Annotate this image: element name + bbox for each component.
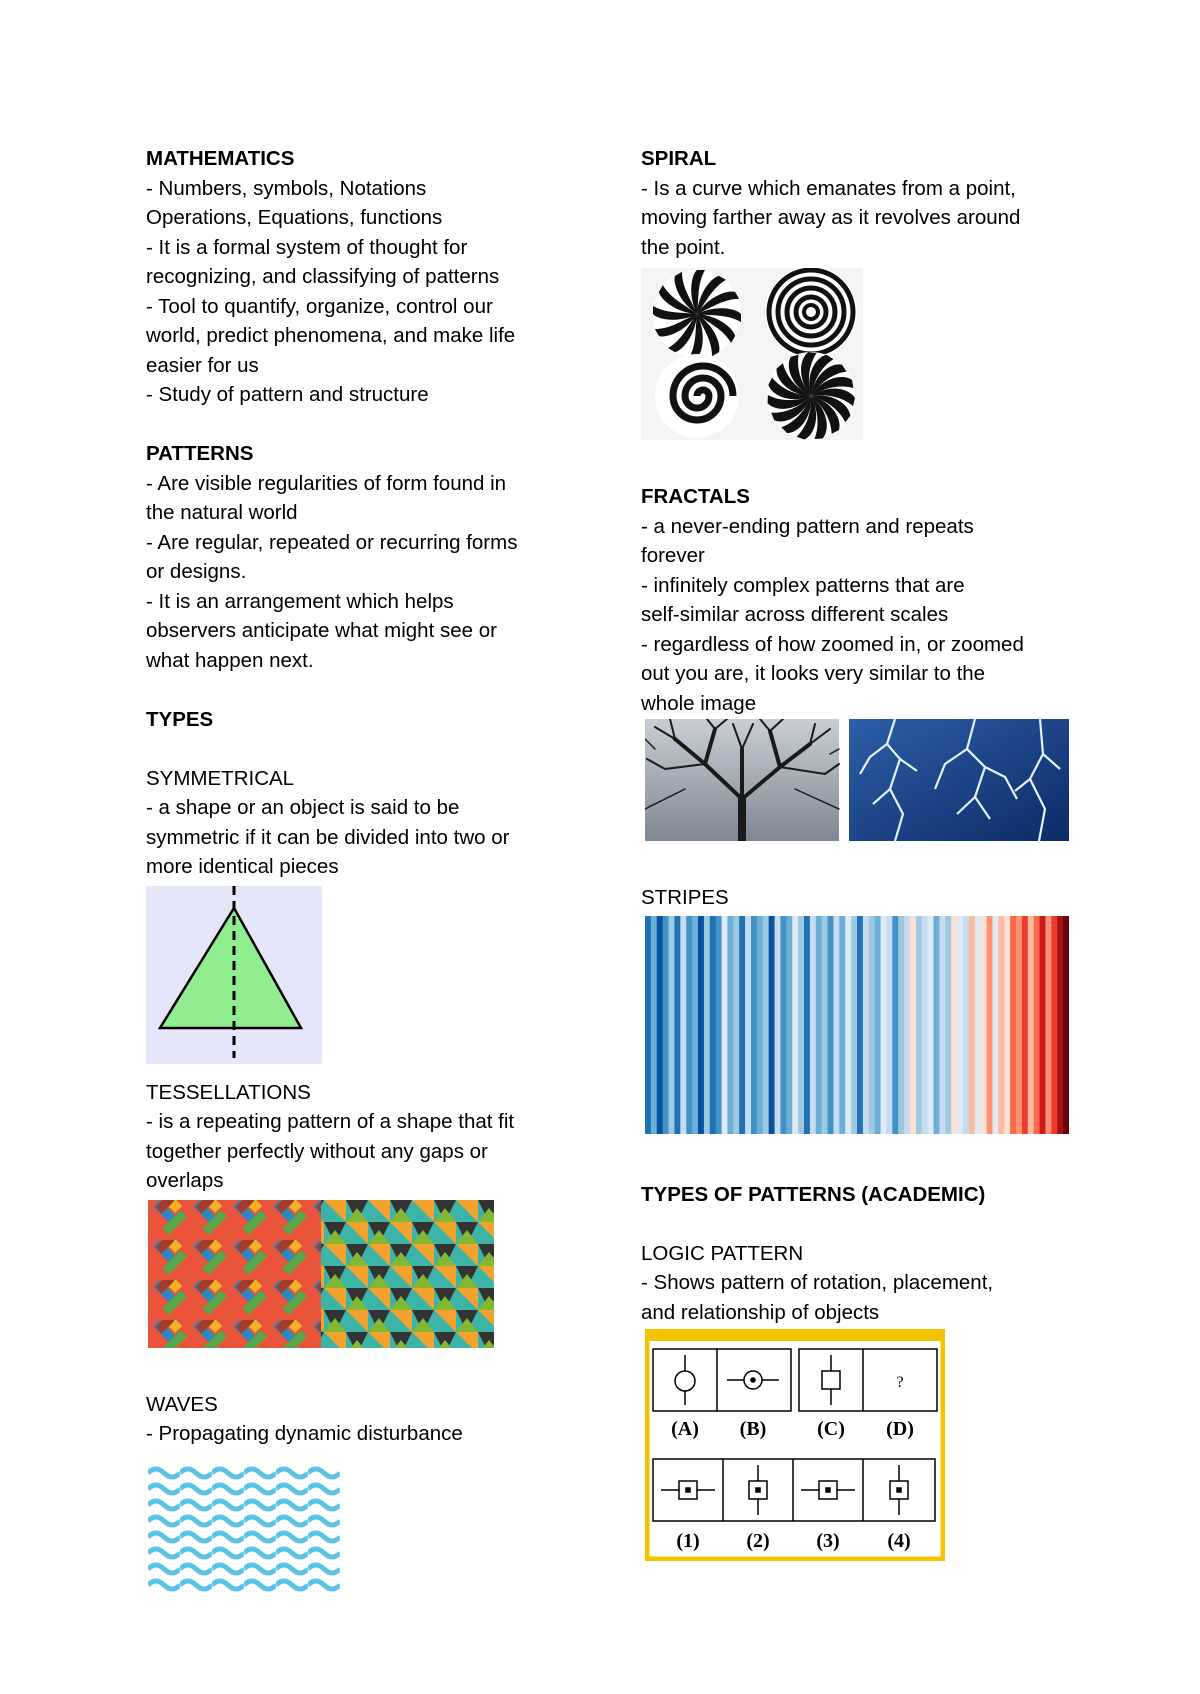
spiral-image (641, 268, 863, 440)
stripe (992, 916, 998, 1134)
symmetrical-line-1: - a shape or an object is said to be (146, 796, 460, 819)
stripe (680, 916, 686, 1134)
tessellations-line-1: - is a repeating pattern of a shape that fit (146, 1110, 515, 1133)
stripe (1051, 916, 1057, 1134)
stripe (1010, 916, 1016, 1134)
stripe (804, 916, 810, 1134)
fractals-line-6: out you are, it looks very similar to the (641, 662, 986, 685)
stripe (863, 916, 869, 1134)
stripe (674, 916, 680, 1134)
tessellations-title: TESSELLATIONS (146, 1080, 311, 1104)
math-line-2: Operations, Equations, functions (146, 206, 443, 229)
academic-heading: TYPES OF PATTERNS (ACADEMIC) (641, 1182, 986, 1206)
stripe (1045, 916, 1051, 1134)
stripe (716, 916, 722, 1134)
stripe (922, 916, 928, 1134)
logic-pattern-image (645, 1329, 945, 1561)
stripe (1040, 916, 1046, 1134)
stripe (722, 916, 728, 1134)
stripe (757, 916, 763, 1134)
stripe (704, 916, 710, 1134)
fractal-tree-lightning-image (645, 719, 1069, 841)
stripe (869, 916, 875, 1134)
logic-line-2: and relationship of objects (641, 1300, 880, 1324)
stripe (886, 916, 892, 1134)
fractals-line-3: - infinitely complex patterns that are (641, 573, 965, 597)
stripe (987, 916, 993, 1134)
stripe (751, 916, 757, 1134)
math-line-1: - Numbers, symbols, Notations (146, 176, 427, 200)
stripe (916, 916, 922, 1134)
stripe (769, 916, 775, 1134)
stripe (1004, 916, 1010, 1134)
left-column (146, 144, 566, 1593)
stripe (969, 916, 975, 1134)
patterns-line-4: or designs. (146, 560, 247, 583)
stripe (798, 916, 804, 1134)
stripe (657, 916, 663, 1134)
label-2: (2) (746, 1530, 770, 1552)
stripe (898, 916, 904, 1134)
tessellation-image (148, 1200, 494, 1348)
stripe (957, 916, 963, 1134)
stripe (881, 916, 887, 1134)
stripe (1022, 916, 1028, 1134)
stripe (981, 916, 987, 1134)
stripe (839, 916, 845, 1134)
label-4: (4) (887, 1530, 911, 1552)
fractals-line-1: - a never-ending pattern and repeats (641, 514, 974, 538)
math-line-5: - Tool to quantify, organize, control our (146, 294, 493, 318)
label-B: (B) (739, 1418, 767, 1440)
stripe (710, 916, 716, 1134)
stripe (739, 916, 745, 1134)
patterns-line-5: - It is an arrangement which helps (146, 589, 454, 613)
stripes-title: STRIPES (641, 886, 729, 909)
question-mark: ? (896, 1374, 904, 1391)
tessellations-line-2: together perfectly without any gaps or (146, 1139, 488, 1163)
stripe (1028, 916, 1034, 1134)
stripe (998, 916, 1004, 1134)
fractals-heading: FRACTALS (641, 485, 750, 508)
patterns-line-6: observers anticipate what might see or (146, 619, 497, 642)
stripe (745, 916, 751, 1134)
stripe (792, 916, 798, 1134)
patterns-line-3: - Are regular, repeated or recurring forms (146, 530, 518, 554)
stripe (963, 916, 969, 1134)
stripe (669, 916, 675, 1134)
waves-image (148, 1465, 340, 1593)
stripe (780, 916, 786, 1134)
stripe (845, 916, 851, 1134)
fractals-line-5: - regardless of how zoomed in, or zoomed (641, 632, 1024, 656)
stripe (727, 916, 733, 1134)
math-line-6: world, predict phenomena, and make life (146, 324, 516, 347)
stripe (1063, 916, 1069, 1134)
math-line-8: - Study of pattern and structure (146, 383, 429, 406)
label-A: (A) (671, 1418, 699, 1440)
stripe (939, 916, 945, 1134)
stripe (816, 916, 822, 1134)
tessellations-line-3: overlaps (146, 1169, 224, 1192)
waves-title: WAVES (146, 1392, 218, 1416)
stripe (857, 916, 863, 1134)
math-line-4: recognizing, and classifying of patterns (146, 265, 500, 288)
stripe (975, 916, 981, 1134)
logic-line-1: - Shows pattern of rotation, placement, (641, 1271, 994, 1294)
mathematics-heading: MATHEMATICS (146, 147, 295, 170)
stripe (686, 916, 692, 1134)
spiral-line-2: moving farther away as it revolves around (641, 206, 1021, 229)
right-column (641, 144, 1071, 1561)
stripe (951, 916, 957, 1134)
stripe (1034, 916, 1040, 1134)
stripe (698, 916, 704, 1134)
symmetrical-title: SYMMETRICAL (146, 766, 295, 790)
symmetrical-line-3: more identical pieces (146, 855, 339, 878)
stripe (875, 916, 881, 1134)
stripe (928, 916, 934, 1134)
stripe (692, 916, 698, 1134)
patterns-line-1: - Are visible regularities of form found in (146, 471, 507, 495)
stripe (786, 916, 792, 1134)
stripe (1057, 916, 1063, 1134)
label-3: (3) (816, 1530, 840, 1552)
stripe (810, 916, 816, 1134)
label-C: (C) (817, 1418, 845, 1440)
waves-line-1: - Propagating dynamic disturbance (146, 1422, 463, 1445)
spiral-line-1: - Is a curve which emanates from a point, (641, 176, 1016, 200)
warming-stripes-image (645, 916, 1069, 1134)
math-line-7: easier for us (146, 353, 259, 377)
stripe (833, 916, 839, 1134)
stripe (904, 916, 910, 1134)
stripe (663, 916, 669, 1134)
patterns-line-2: the natural world (146, 501, 298, 524)
label-D: (D) (886, 1418, 914, 1440)
stripe (645, 916, 651, 1134)
stripe (775, 916, 781, 1134)
label-1: (1) (676, 1530, 700, 1552)
stripe (934, 916, 940, 1134)
stripe (733, 916, 739, 1134)
stripe (851, 916, 857, 1134)
stripe (892, 916, 898, 1134)
stripe (822, 916, 828, 1134)
patterns-line-7: what happen next. (146, 648, 314, 672)
symmetry-triangle-image (146, 886, 322, 1064)
fractals-line-2: forever (641, 544, 705, 567)
types-heading: TYPES (146, 707, 214, 731)
fractals-line-7: whole image (641, 691, 757, 715)
stripe (1016, 916, 1022, 1134)
symmetrical-line-2: symmetric if it can be divided into two or (146, 825, 510, 849)
logic-pattern-title: LOGIC PATTERN (641, 1241, 804, 1265)
fractals-line-4: self-similar across different scales (641, 603, 949, 626)
stripe (910, 916, 916, 1134)
spiral-line-3: the point. (641, 235, 726, 259)
stripe (763, 916, 769, 1134)
stripe (651, 916, 657, 1134)
patterns-heading: PATTERNS (146, 442, 254, 465)
stripe (828, 916, 834, 1134)
stripe (945, 916, 951, 1134)
math-line-3: - It is a formal system of thought for (146, 235, 468, 259)
spiral-heading: SPIRAL (641, 147, 717, 170)
